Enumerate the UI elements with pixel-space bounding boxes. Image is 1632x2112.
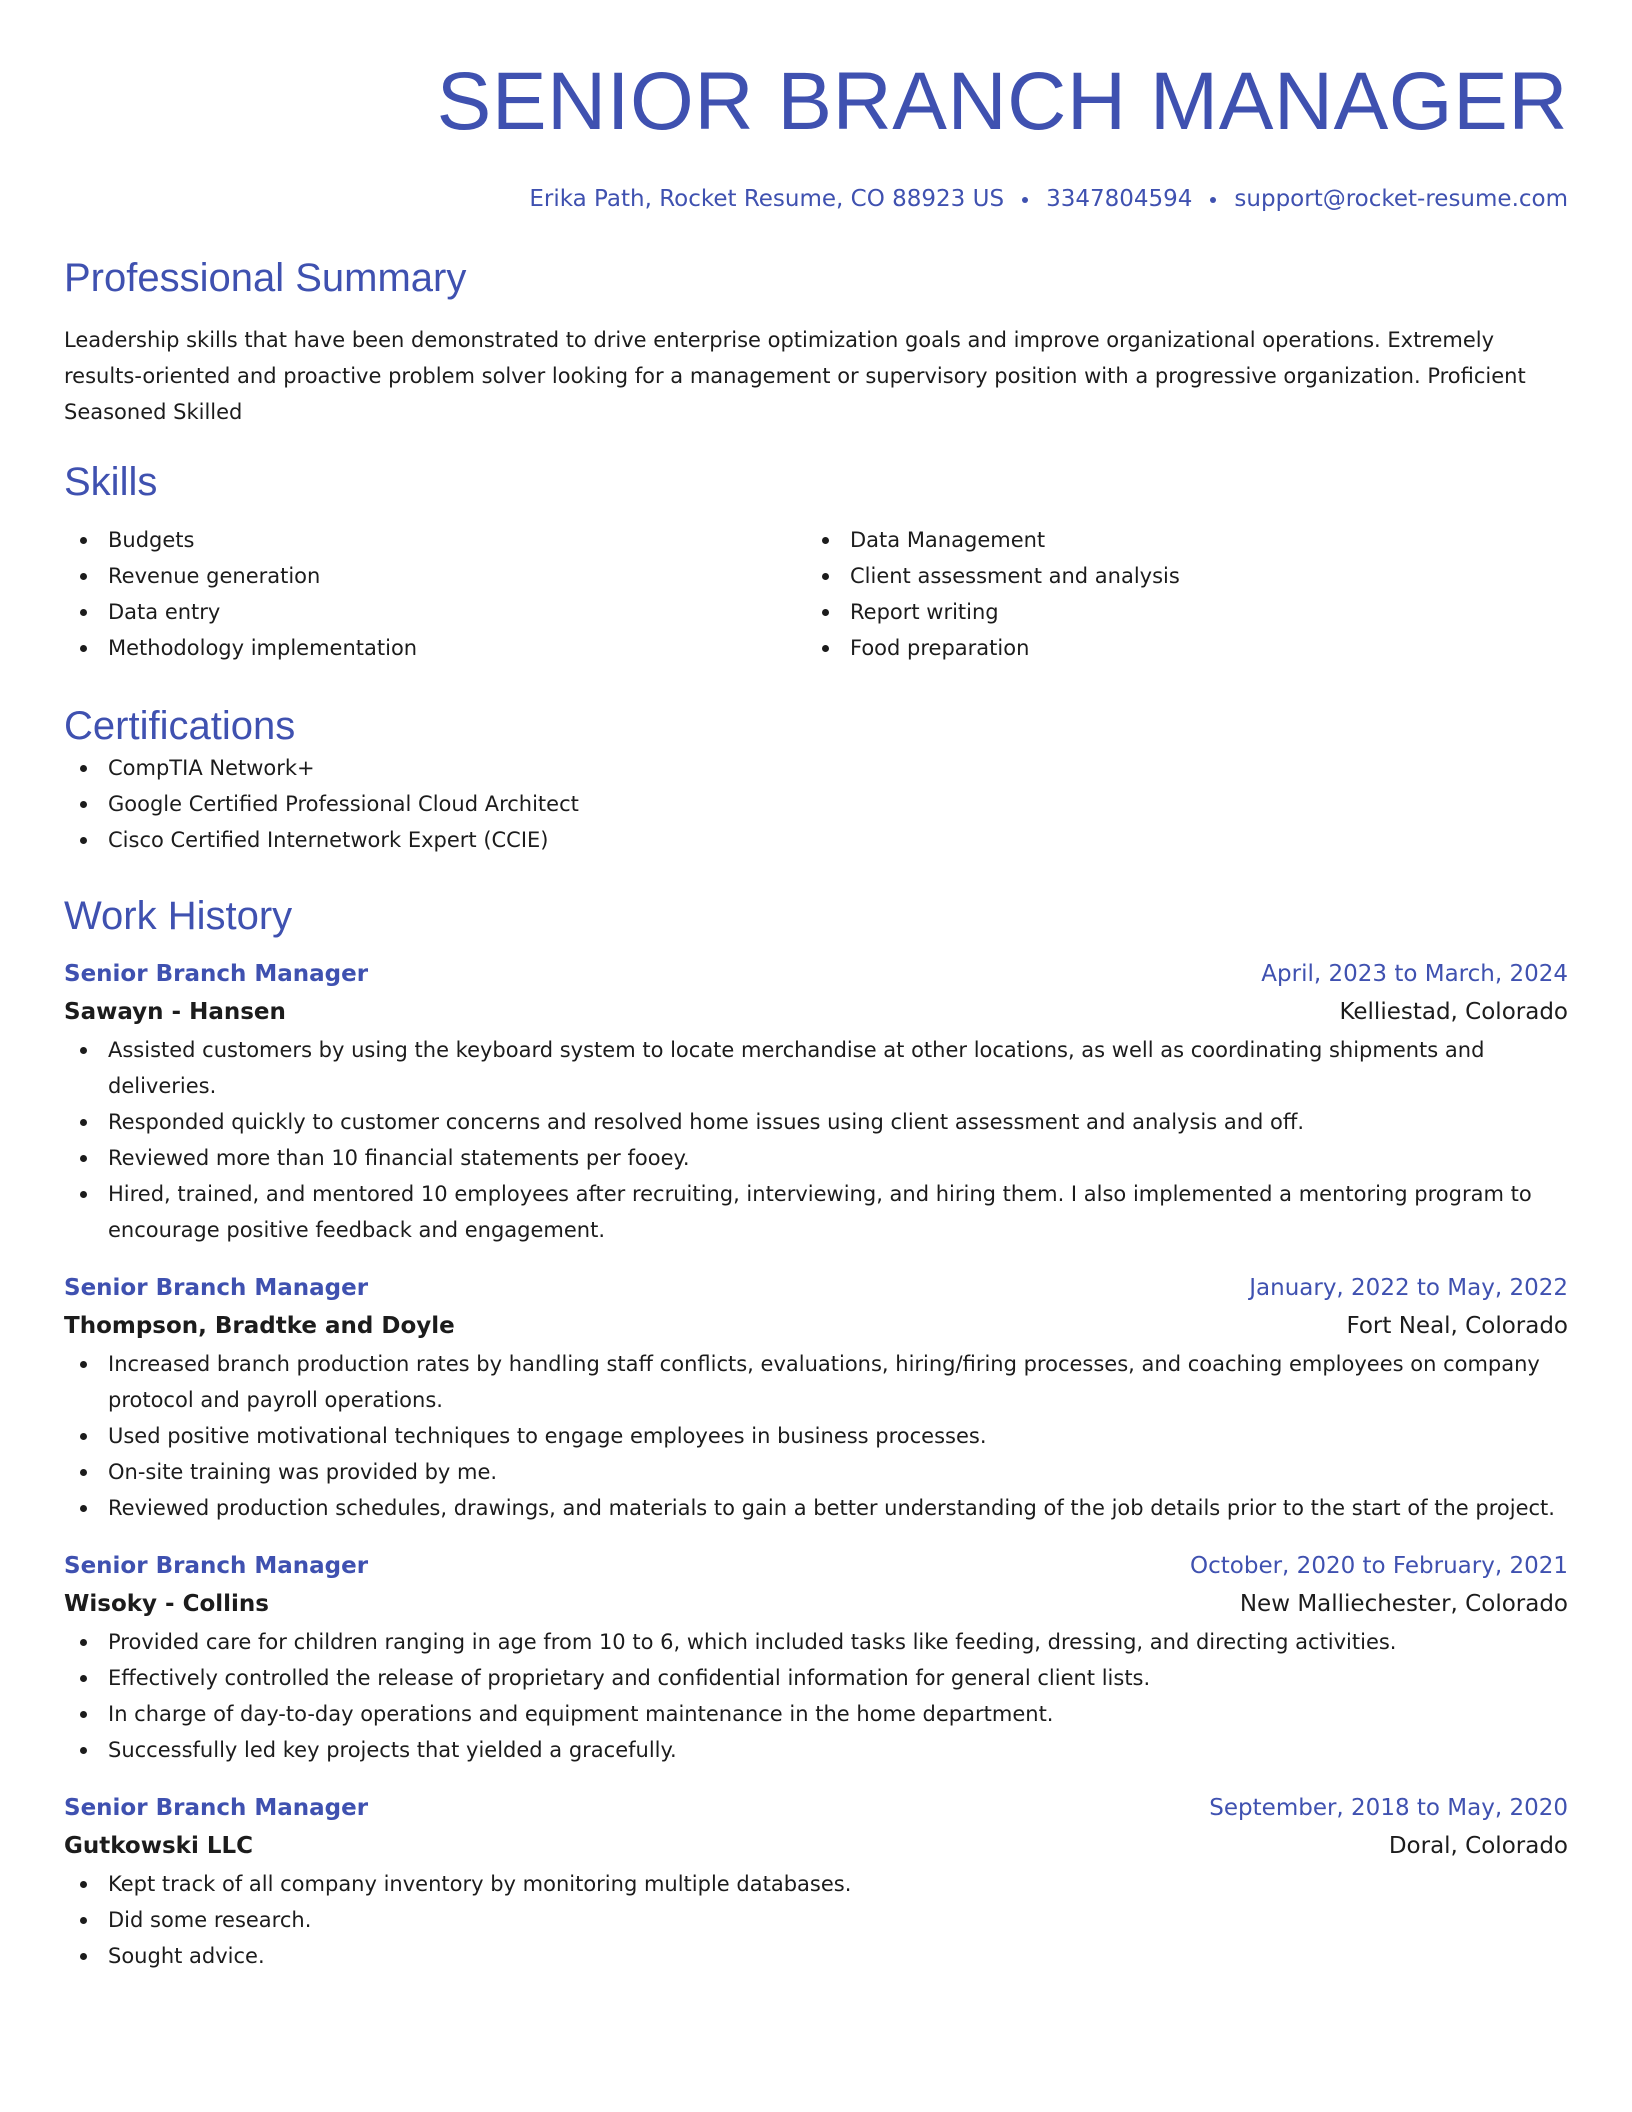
job-entry xyxy=(64,956,1568,1248)
resume-header xyxy=(64,0,1568,214)
job-bullet: Hired, trained, and mentored 10 employees after recruiting, interviewing, and hiring them. I also implemented a mentoring program to encourage positive feedback and engagement. xyxy=(64,1176,1568,1248)
job-bullet: Responded quickly to customer concerns and resolved home issues using client assessment and analysis and off. xyxy=(64,1104,1568,1140)
skill-item: Data Management xyxy=(806,522,1548,558)
job-company-row xyxy=(64,1306,1568,1346)
separator-dot xyxy=(1022,197,1028,203)
job-dates: January, 2022 to May, 2022 xyxy=(1249,1275,1568,1301)
contact-phone: 3347804594 xyxy=(1046,186,1193,212)
job-bullets xyxy=(64,1866,1568,1974)
job-header-row xyxy=(64,1790,1568,1826)
job-bullet: Provided care for children ranging in age from 10 to 6, which included tasks like feeding, dressing, and directing activities. xyxy=(64,1624,1568,1660)
job-bullet: Sought advice. xyxy=(64,1938,1568,1974)
job-bullet: Reviewed more than 10 financial statements per fooey. xyxy=(64,1140,1568,1176)
job-company-row xyxy=(64,1584,1568,1624)
job-entry xyxy=(64,1270,1568,1526)
skill-item: Revenue generation xyxy=(64,558,806,594)
skill-item: Client assessment and analysis xyxy=(806,558,1548,594)
job-bullet: Increased branch production rates by handling staff conflicts, evaluations, hiring/firing processes, and coaching employees on company protocol and payroll operations. xyxy=(64,1346,1568,1418)
summary-text: Leadership skills that have been demonstrated to drive enterprise optimization goals and improve organizational operations. Extremely results-oriented and proactive problem solver looking for a management or supervisory position with a progressive organization. Proficient Seasoned Skilled xyxy=(64,328,1526,424)
job-bullets xyxy=(64,1624,1568,1768)
skills-grid xyxy=(64,522,1568,666)
job-title: Senior Branch Manager xyxy=(64,961,369,987)
section-title-skills: Skills xyxy=(64,460,158,504)
skill-item: Methodology implementation xyxy=(64,630,806,666)
certifications-section xyxy=(64,702,1568,858)
job-header-row xyxy=(64,956,1568,992)
job-company: Thompson, Bradtke and Doyle xyxy=(64,1313,455,1339)
job-entry xyxy=(64,1790,1568,1974)
skill-item: Report writing xyxy=(806,594,1548,630)
job-bullet: Kept track of all company inventory by monitoring multiple databases. xyxy=(64,1866,1568,1902)
job-bullet: Effectively controlled the release of proprietary and confidential information for general client lists. xyxy=(64,1660,1568,1696)
job-dates: April, 2023 to March, 2024 xyxy=(1261,961,1568,987)
job-location: Kelliestad, Colorado xyxy=(1339,999,1568,1025)
job-bullet: Reviewed production schedules, drawings, and materials to gain a better understanding of the job details prior to the start of the project. xyxy=(64,1490,1568,1526)
certifications-list xyxy=(64,750,1568,858)
certification-item: Google Certified Professional Cloud Architect xyxy=(64,786,1568,822)
job-bullets xyxy=(64,1032,1568,1248)
job-company-row xyxy=(64,1826,1568,1866)
job-bullets xyxy=(64,1346,1568,1526)
job-bullet: In charge of day-to-day operations and equipment maintenance in the home department. xyxy=(64,1696,1568,1732)
section-title-certifications: Certifications xyxy=(64,704,296,748)
separator-dot xyxy=(1210,197,1216,203)
resume-name: SENIOR BRANCH MANAGER xyxy=(436,56,1568,147)
job-entry xyxy=(64,1548,1568,1768)
contact-line xyxy=(64,184,1568,214)
job-header-row xyxy=(64,1548,1568,1584)
job-company: Wisoky - Collins xyxy=(64,1591,269,1617)
job-title: Senior Branch Manager xyxy=(64,1553,369,1579)
skill-item: Data entry xyxy=(64,594,806,630)
job-bullet: Did some research. xyxy=(64,1902,1568,1938)
job-company: Sawayn - Hansen xyxy=(64,999,286,1025)
job-bullet: Successfully led key projects that yielded a gracefully. xyxy=(64,1732,1568,1768)
job-location: New Malliechester, Colorado xyxy=(1239,1591,1568,1617)
certification-item: CompTIA Network+ xyxy=(64,750,1568,786)
job-dates: September, 2018 to May, 2020 xyxy=(1209,1795,1568,1821)
job-location: Fort Neal, Colorado xyxy=(1346,1313,1568,1339)
skill-item: Food preparation xyxy=(806,630,1548,666)
section-title-work-history: Work History xyxy=(64,894,293,938)
job-bullet: Used positive motivational techniques to engage employees in business processes. xyxy=(64,1418,1568,1454)
job-title: Senior Branch Manager xyxy=(64,1275,369,1301)
job-title: Senior Branch Manager xyxy=(64,1795,369,1821)
job-bullet: Assisted customers by using the keyboard system to locate merchandise at other locations, as well as coordinating shipments and deliveries. xyxy=(64,1032,1568,1104)
job-header-row xyxy=(64,1270,1568,1306)
skill-item: Budgets xyxy=(64,522,806,558)
job-bullet: On-site training was provided by me. xyxy=(64,1454,1568,1490)
skills-list-left xyxy=(64,522,806,666)
certification-item: Cisco Certified Internetwork Expert (CCIE) xyxy=(64,822,1568,858)
skills-list-right xyxy=(806,522,1548,666)
job-dates: October, 2020 to February, 2021 xyxy=(1190,1553,1568,1579)
job-company: Gutkowski LLC xyxy=(64,1833,254,1859)
summary-section xyxy=(64,254,1568,430)
work-history-section xyxy=(64,892,1568,1974)
skills-section xyxy=(64,458,1568,666)
contact-email[interactable]: support@rocket-resume.com xyxy=(1234,186,1568,212)
job-company-row xyxy=(64,992,1568,1032)
job-location: Doral, Colorado xyxy=(1388,1833,1568,1859)
contact-address: Erika Path, Rocket Resume, CO 88923 US xyxy=(529,186,1005,212)
section-title-summary: Professional Summary xyxy=(64,256,467,300)
